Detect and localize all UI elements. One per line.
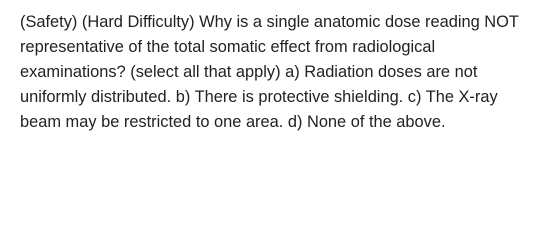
question-text: (Safety) (Hard Difficulty) Why is a single anatomic dose reading NOT representative of the total somatic effect from radiological examinations? (select all that apply) a) Radiation doses are not uniformly distributed. b) There is protective shielding. c) The X-ray beam may be restricted to one area. d) None of the above. — [20, 13, 519, 131]
